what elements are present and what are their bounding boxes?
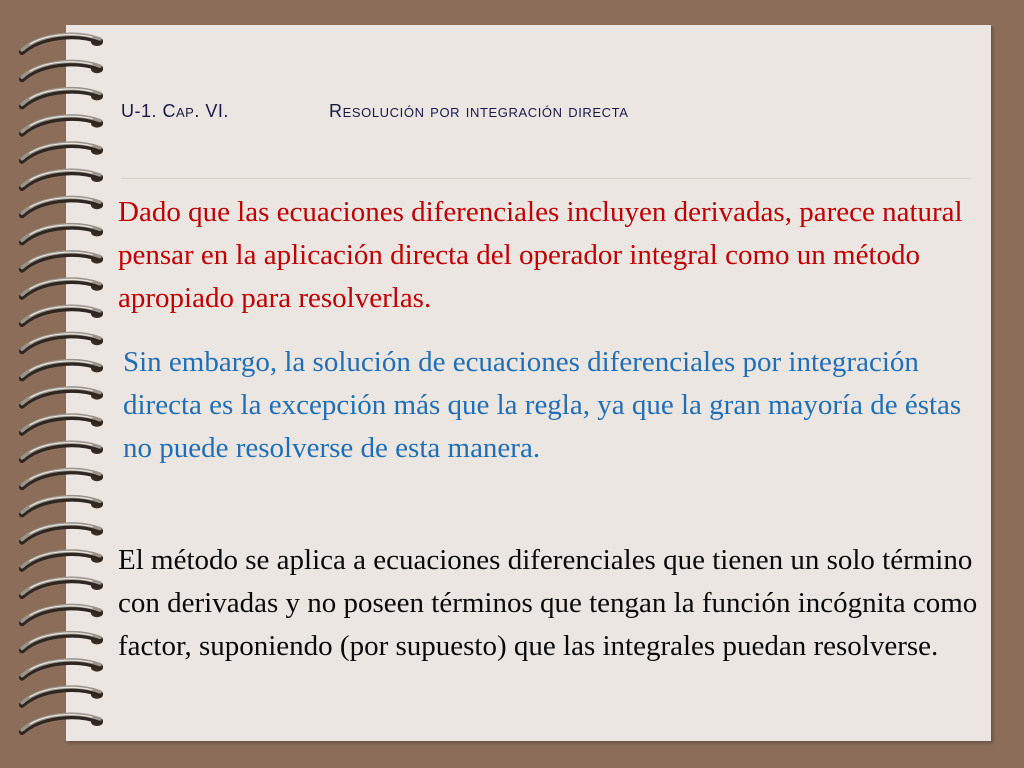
slide-title: Resolución por integración directa: [329, 101, 629, 121]
header-divider: [121, 178, 971, 179]
spiral-binding-icon: [0, 0, 120, 768]
paragraph-intro: Dado que las ecuaciones diferenciales incluyen derivadas, parece natural pensar en la aplicación directa del operador integral como un método apropiado para resolverlas.: [118, 196, 963, 314]
paragraph-exception: Sin embargo, la solución de ecuaciones diferenciales por integración directa es la excepción más que la regla, ya que la gran mayoría de éstas no puede resolverse de esta manera.: [123, 346, 962, 464]
paragraph-method: El método se aplica a ecuaciones diferenciales que tienen un solo término con derivadas y no poseen términos que tengan la función incógnita como factor, suponiendo (por supuesto) que las integrales puedan resolverse.: [118, 544, 978, 662]
chapter-label: U-1. Cap. VI.: [121, 101, 229, 121]
